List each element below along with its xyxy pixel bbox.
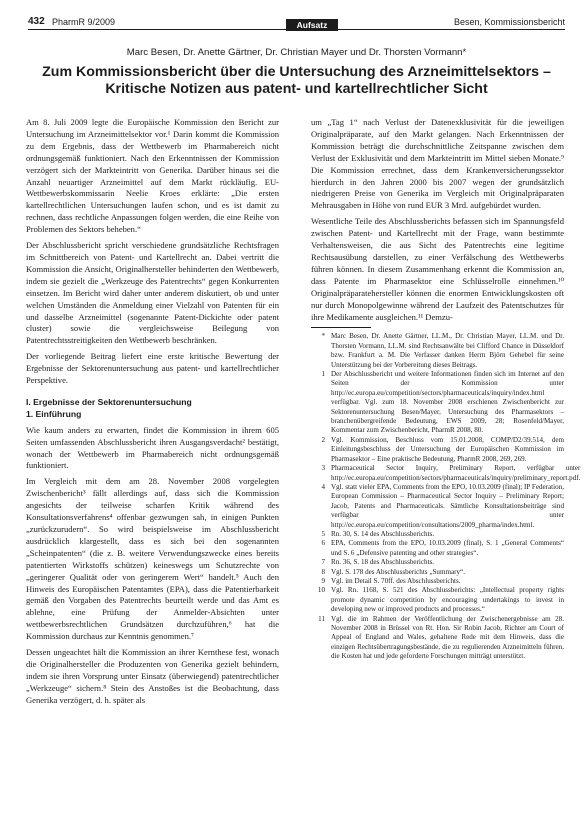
rubric-label: Aufsatz	[286, 19, 338, 31]
footnote	[311, 464, 581, 483]
footnote-number: 8	[321, 567, 325, 576]
footnote-text: Rn. 36, S. 18 des Abschlussberichts.	[331, 558, 435, 567]
intro-paragraph: Der Abschlussbericht spricht verschiedene grundsätzliche Rechtsfragen im Schnittbereich von Patent- und Kartellrecht an. Dabei vertritt die Kommission die Ansicht, Originalhersteller behinderten den Wettbewerb, indem sie gezielt die „Werkzeuge des Patentrechts“ gegen Konkurrenten einsetzen. Im Bericht wird daher unter anderem diskutiert, ob und unter welchen Umständen die Anmeldung einer Vielzahl von Patenten für ein und dasselbe Arzneimittel (sogenannte Patent-Dickichte oder patent cluster) sowie die vergleichsweise Beilegung von Patentrechtsstreitigkeiten den Wettbewerb beschränken.	[26, 240, 279, 346]
footnote	[311, 615, 564, 662]
footnote-number: 5	[321, 529, 325, 538]
footnote-number: *	[321, 332, 325, 341]
body-paragraph: Im Vergleich mit dem am 28. November 2008 vorgelegten Zwischenbericht³ fällt allerdings auf, dass sich die Kommission angesichts der teilweise scharfen Kritik während des Konsultationsverfahrens⁴ offenbar gezwungen sah, in einigen Punkten „zurückzurudern“. So wird beispielsweise im Abschlussbericht ausdrücklich klargestellt, dass es sich bei den sogenannten „Scheinpatenten“ (die z. B. weitere Verwendungszwecke eines bereits patentierten Wirkstoffs schützen) keineswegs um Schutzrechte von „geringerer Qualität oder von geringerem Wert“ handelt.⁵ Auch den Hinweis des Europäischen Patentamtes (EPA), dass die Patentierbarkeit gemäß den Vorgaben des Patentrechts beurteilt werde und das Amt es ablehne, eine Prüfung der Anmelder-Absichten unter wettbewerbsrechtlichen Grundsätzen durchzuführen,⁶ hat die Kommission durchaus zur Kenntnis genommen.⁷	[26, 476, 279, 642]
footnote	[311, 568, 564, 577]
footnote-number: 7	[321, 558, 325, 567]
footnote	[311, 539, 564, 558]
section-heading: I. Ergebnisse der Sektorenuntersuchung	[26, 396, 192, 407]
footnote-text: EPA, Comments from the EPO, 10.03.2009 (final), S. 1 „General Comments“ und S. 6 „Defensive patenting and other strategies“.	[331, 539, 564, 557]
footnote	[311, 530, 564, 539]
footnote-number: 9	[321, 576, 325, 585]
footnote-text: Vgl. im Detail S. 70ff. des Abschlussberichts.	[331, 576, 461, 585]
footnotes	[311, 332, 581, 661]
footnote	[311, 558, 564, 567]
footnote-text: Pharmaceutical Sector Inquiry, Preliminary Report, verfügbar unter http://ec.europa.eu/competition/sectors/pharmaceuticals/inquiry/preliminary_report.pdf.	[331, 464, 581, 482]
footnote-number: 6	[321, 539, 325, 548]
footnote-number: 4	[321, 482, 325, 491]
footnote-number: 3	[321, 464, 325, 473]
footnote-text: Rn. 30, S. 14 des Abschlussberichts.	[331, 529, 435, 538]
header-rule	[28, 29, 565, 30]
footnote-number: 1	[321, 370, 325, 379]
intro-paragraph: Der vorliegende Beitrag liefert eine erste kritische Bewertung der Ergebnisse der Sektorenuntersuchung aus patent- und kartellrechtlicher Perspektive.	[26, 351, 279, 386]
footnote-text: Marc Besen, Dr. Anette Gärtner, LL.M., Dr. Christian Mayer, LL.M. und Dr. Thorsten Vormann, LL.M. sind Rechtsanwälte bei Clifford Chance in Düsseldorf bzw. Frankfurt a. M. Die Verfasser danken Herrn Björn Gehebel für seine Unterstützung bei der Vorbereitung dieses Beitrags.	[331, 332, 564, 369]
running-header	[28, 14, 565, 30]
footnote-text: Vgl. die im Rahmen der Veröffentlichung der Zwischenergebnisse am 28. November 2008 in Brüssel von Rt. Hon. Sir Robin Jacob, Richter am Court of Appeal of England and Wales, gehaltene Rede mit dem Hinweis, dass die einzigen Rechtsübertragungsbestände, die zu regulierenden Arzneimitteln führen, die Kosten hat und jede geforderte Forschungen mitträgt unterstützt.	[331, 614, 564, 661]
body-paragraph: Dessen ungeachtet hält die Kommission an ihrer Kernthese fest, wonach die Originalhersteller die Produzenten von Generika gezielt behindern, indem sie ihren Vorsprung unter Einsatz (überwiegend) patentrechtlicher „Werkzeuge“ sichern.⁸ Stein des Anstoßes ist die Beobachtung, dass Generika verzögert, d. h. später als	[26, 647, 279, 705]
footnote	[311, 436, 564, 464]
right-column	[311, 117, 581, 662]
footnote-rule	[311, 327, 371, 328]
footnote-text: Vgl. Rn. 1168, S. 521 des Abschlussberichts: „Intellectual property rights promote dynamic competition by encouraging undertakings to invest in developing new or improved products and processes.“	[331, 586, 564, 614]
footnote-number: 2	[321, 435, 325, 444]
footnote-text: Der Abschlussbericht und weitere Informationen finden sich im Internet auf den Seiten der Kommission unter http://ec.europa.eu/competition/sectors/pharmaceuticals/inquiry/index.html verfügbar. Vgl. zum 18. November 2008 erschienen Zwischenbericht zur Sektorenuntersuchung Besen/Mayer, Untersuchung des Pharmasektors – branchenübergreifende Bedeutung, EWS 2009, 28; Rosenfeld/Mayer, Kommentar zum Zwischenbericht, PharmR 2008, 80.	[331, 370, 564, 435]
footnote	[311, 577, 564, 586]
journal-issue: PharmR 9/2009	[52, 17, 116, 27]
intro-paragraph: Am 8. Juli 2009 legte die Europäische Kommission den Bericht zur Untersuchung im Arzneimittelsektor vor.¹ Darin kommt die Kommission zu dem Ergebnis, dass der Wettbewerb im Pharmabereich nicht ordnungsgemäß funktioniert. Nach den Erkenntnissen der Kommission verzögert sich der Markteintritt von Generika. Darüber hinaus sei die Anzahl neuartiger Arzneimittel auf dem Markt rückläufig. EU-Wettbewerbskommissarin Neelie Kroes erklärte: „Die ersten kartellrechtlichen Untersuchungen laufen schon, und es ist damit zu rechnen, dass rechtliche Anpassungen folgen werden, die eine Reihe von Problemen des Sektors beheben.“	[26, 117, 279, 235]
running-title: Besen, Kommissionsbericht	[453, 17, 565, 27]
footnote-number: 10	[317, 586, 325, 595]
body-paragraph: um „Tag 1“ nach Verlust der Datenexklusivität für die jeweiligen Originalpräparate, auf den Markt gelangen. Nach Erkenntnissen der Kommission beträgt die durchschnittliche Zeitspanne zwischen dem Verlust der Exklusivität und dem Markteintritt im Mittel sieben Monate.⁹ Die Kommission errechnet, dass dem Krankenversicherungssektor hierdurch in den Jahren 2000 bis 2007 wegen der grundsätzlich niedrigeren Preise von Generika im Vergleich mit Originalpräparaten Mehrausgaben in Höhe von rund EUR 3 Mrd. aufgebürdet wurden.	[311, 117, 564, 211]
body-paragraph: Wesentliche Teile des Abschlussberichts befassen sich im Spannungsfeld zwischen Patent- und Kartellrecht mit der Frage, wann bestimmte Verhaltensweisen, die aus Sicht des Patentrechts eine legitime Rechtsausübung darstellen, zu einer Verfälschung des Wettbewerbs führen können. In diesem Zusammenhang erkennt die Kommission an, dass Patente im Pharmasektor eine Schlüsselrolle einnehmen.¹⁰ Originalpräparatehersteller können die enormen Entwicklungskosten oft nur durch Monopolgewinne während der Laufzeit des Patentschutzes für ihre Medikamente ausgleichen.¹¹ Demzu-	[311, 216, 564, 322]
page-number: 432	[28, 16, 45, 27]
author-line: Marc Besen, Dr. Anette Gärtner, Dr. Christian Mayer und Dr. Thorsten Vormann*	[126, 47, 467, 58]
footnote-text: Vgl. Kommission, Beschluss vom 15.01.2008, COMP/D2/39.514, dem Einleitungsbeschluss der Untersuchung der Europäischen Kommission im Pharmasektor – Eine praktische Bedeutung, PharmR 2008, 269, 269.	[331, 435, 564, 463]
body-paragraph: Wie kaum anders zu erwarten, findet die Kommission in ihrem 605 Seiten umfassenden Abschlussbericht ihren Ausgangsverdacht² bestätigt, wonach der Wettbewerb im Pharmabereich nicht ordnungsgemäß funktioniert.	[26, 424, 279, 471]
footnote	[311, 586, 564, 614]
article-title: Zum Kommissionsbericht über die Untersuchung des Arzneimittelsektors – Kritische Notizen aus patent- und kartellrechtlicher Sicht	[42, 64, 551, 97]
subsection-heading: 1. Einführung	[26, 408, 82, 419]
left-column	[26, 117, 279, 711]
footnote	[311, 370, 564, 436]
footnote-text: Vgl. S. 178 des Abschlussberichts „Summary“.	[331, 567, 465, 576]
footnote	[311, 483, 564, 530]
footnote	[311, 332, 564, 370]
footnote-number: 11	[318, 614, 325, 623]
footnote-text: Vgl. statt vieler EPA, Comments from the EPO, 10.03.2009 (final); IP Federation, European Commission – Pharmaceutical Sector Inquiry – Preliminary Report; Jacob, Patents and Pharmaceuticals. Sämtliche Konsultationsbeiträge sind verfügbar unter http://ec.europa.eu/competition/consultations/2009_pharma/index.html.	[331, 482, 564, 529]
